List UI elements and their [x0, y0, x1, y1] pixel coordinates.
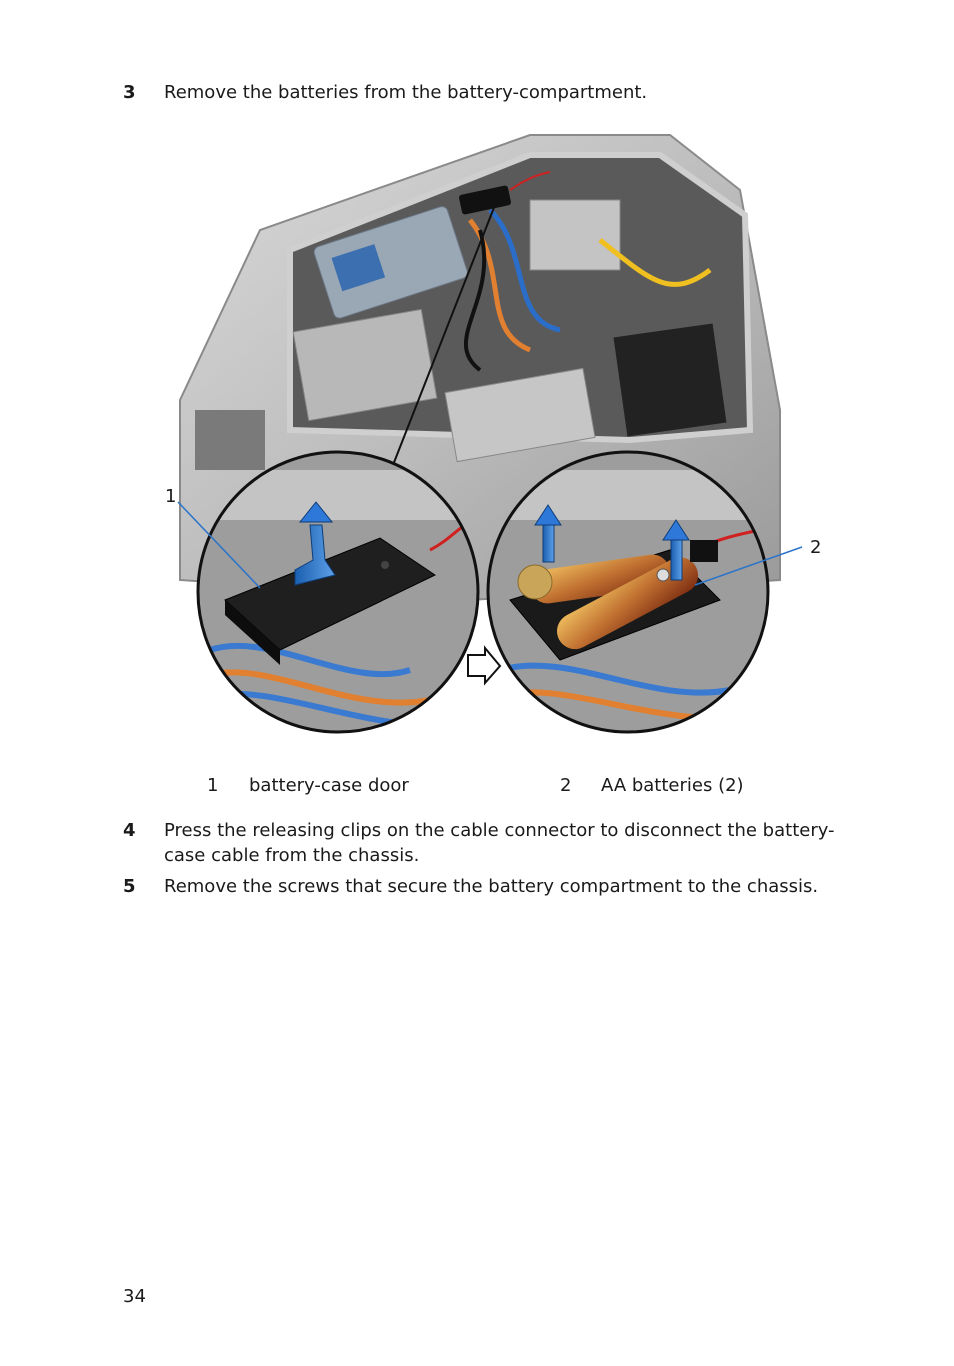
legend-number-2: 2 [560, 775, 572, 796]
callout-1: 1 [165, 486, 177, 507]
step-number: 3 [123, 82, 136, 103]
step-text: Press the releasing clips on the cable connector to disconnect the battery-case cable from the chassis. [164, 820, 835, 866]
step-text: Remove the batteries from the battery-compartment. [164, 82, 648, 103]
page-number: 34 [123, 1286, 146, 1307]
battery-removal-illustration [150, 130, 830, 740]
step-number: 4 [123, 820, 136, 841]
step-text: Remove the screws that secure the battery compartment to the chassis. [164, 876, 819, 897]
legend-label-2: AA batteries (2) [601, 775, 744, 796]
legend-number-1: 1 [207, 775, 219, 796]
transition-arrow-icon [468, 648, 500, 683]
legend-label-1: battery-case door [249, 775, 409, 796]
step-number: 5 [123, 876, 136, 897]
callout-2: 2 [810, 537, 822, 558]
